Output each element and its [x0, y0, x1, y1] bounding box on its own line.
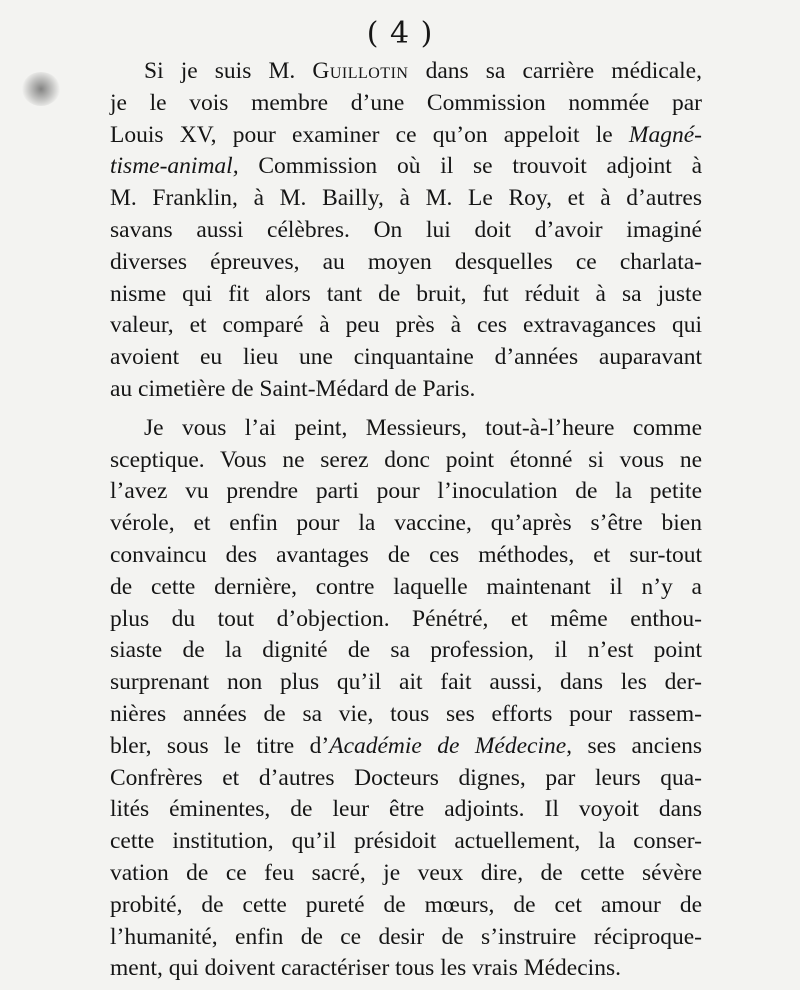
text-run: de cette dernière, contre laquelle maintenant il n’y a [110, 573, 702, 600]
text-line [110, 731, 702, 763]
text-line [110, 763, 702, 795]
ink-smudge [22, 72, 60, 106]
page-number: ( 4 ) [366, 16, 434, 51]
text-line [110, 310, 702, 342]
text-line [110, 476, 702, 508]
text-line [110, 413, 702, 445]
paragraph-gap [110, 406, 702, 413]
text-run: je le vois membre d’une Commission nommée par [110, 89, 702, 116]
text-run: lités éminentes, de leur être adjoints. Il voyoit dans [110, 796, 702, 823]
text-line [110, 151, 702, 183]
text-run: nières années de sa vie, tous ses efforts pour rassem- [110, 700, 702, 727]
text-line [110, 374, 702, 406]
text-run: Commission où il se trouvoit adjoint à [238, 153, 702, 180]
text-run: ment, qui doivent caractériser tous les vrais Médecins. [110, 955, 621, 982]
text-run: nisme qui fit alors tant de bruit, fut réduit à sa juste [110, 280, 702, 307]
text-run: surprenant non plus qu’il ait fait aussi, dans les der- [110, 669, 702, 696]
text-run: ses anciens [572, 732, 703, 759]
text-run: au cimetière de Saint-Médard de Paris. [110, 375, 476, 402]
text-line [110, 88, 702, 120]
text-line [110, 247, 702, 279]
text-run: Magné- [628, 121, 702, 148]
text-run: Académie de Médecine, [329, 732, 573, 759]
text-run: l’avez vu prendre parti pour l’inoculation de la petite [110, 478, 702, 505]
text-run: tisme-animal, [110, 153, 239, 180]
text-run: Je vous l’ai peint, Messieurs, tout-à-l’heure comme [144, 414, 702, 441]
text-run: vation de ce feu sacré, je veux dire, de cette sévère [110, 859, 702, 886]
text-run: Louis XV, pour examiner ce qu’on appeloit le [110, 121, 629, 148]
text-run: sceptique. Vous ne serez donc point étonné si vous ne [110, 446, 702, 473]
text-run: bler, sous le titre d’ [110, 732, 330, 759]
text-line [110, 826, 702, 858]
text-line [110, 120, 702, 152]
text-line [110, 635, 702, 667]
text-line [110, 342, 702, 374]
text-run: convaincu des avantages de ces méthodes, et sur-tout [110, 541, 702, 568]
text-line [110, 445, 702, 477]
text-line [110, 56, 702, 88]
paragraph [110, 413, 702, 985]
text-line [110, 540, 702, 572]
text-line [110, 890, 702, 922]
text-run: valeur, et comparé à peu près à ces extravagances qui [110, 312, 702, 339]
text-line [110, 858, 702, 890]
text-run: cette institution, qu’il présidoit actuellement, la conser- [110, 828, 702, 855]
text-run: probité, de cette pureté de mœurs, de cet amour de [110, 891, 702, 918]
text-run: siaste de la dignité de sa profession, il n’est point [110, 637, 702, 664]
text-run: savans aussi célèbres. On lui doit d’avoir imaginé [110, 216, 702, 243]
text-run: l’humanité, enfin de ce desir de s’instruire réciproque- [110, 923, 702, 950]
text-line [110, 508, 702, 540]
text-run: dans sa carrière médicale, [408, 58, 702, 84]
text-run: Si je suis M. [144, 58, 313, 84]
text-run: plus du tout d’objection. Pénétré, et même enthou- [110, 605, 702, 632]
text-line [110, 667, 702, 699]
text-line [110, 953, 702, 985]
text-run: avoient eu lieu une cinquantaine d’années auparavant [110, 344, 702, 371]
text-run: Guillotin [312, 58, 409, 84]
text-line [110, 183, 702, 215]
text-run: vérole, et enfin pour la vaccine, qu’après s’être bien [110, 510, 702, 537]
text-line [110, 604, 702, 636]
text-line [110, 279, 702, 311]
paragraph [110, 56, 702, 406]
text-line [110, 922, 702, 954]
text-line [110, 215, 702, 247]
text-run: diverses épreuves, au moyen desquelles ce charlata- [110, 248, 702, 275]
text-line [110, 794, 702, 826]
body-text [110, 56, 702, 985]
text-line [110, 572, 702, 604]
text-run: Confrères et d’autres Docteurs dignes, par leurs qua- [110, 764, 702, 791]
text-run: M. Franklin, à M. Bailly, à M. Le Roy, et à d’autres [110, 185, 702, 212]
text-line [110, 699, 702, 731]
